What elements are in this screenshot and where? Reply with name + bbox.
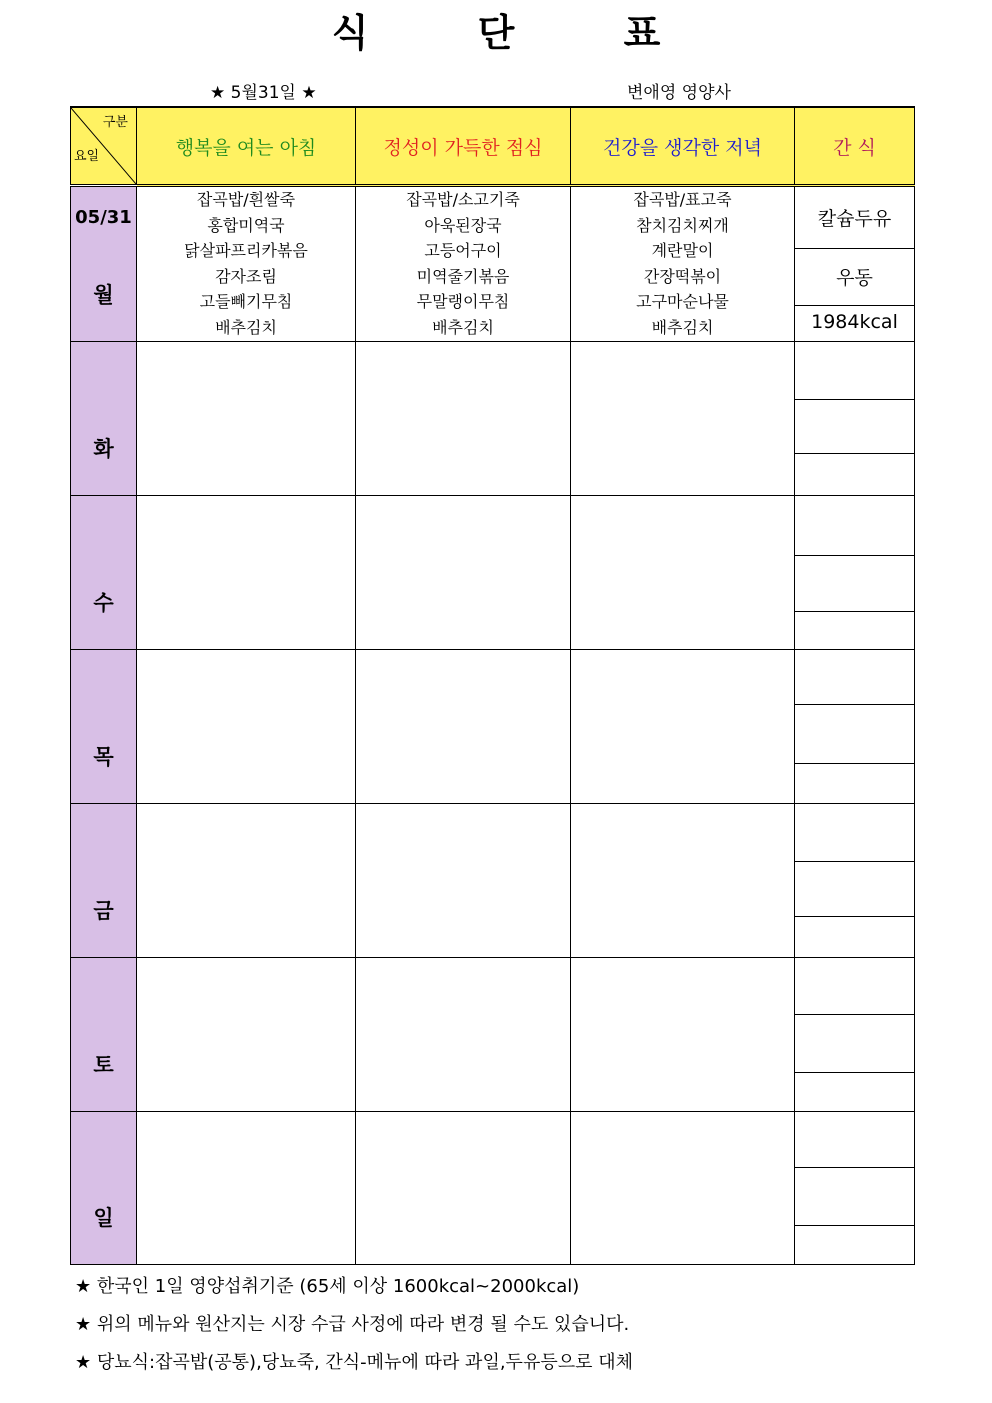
header-dinner: 건강을 생각한 저녁 bbox=[571, 107, 795, 186]
lunch-item: 고등어구이 bbox=[424, 241, 502, 261]
breakfast-item: 홍합미역국 bbox=[207, 215, 285, 235]
day-cell bbox=[71, 957, 137, 1111]
day-name: 일 bbox=[93, 1205, 114, 1230]
breakfast-item: 잡곡밥/흰쌀죽 bbox=[196, 190, 296, 209]
day-date: 05/31 bbox=[75, 207, 132, 228]
dinner-item: 잡곡밥/표고죽 bbox=[633, 190, 732, 209]
day-row bbox=[71, 957, 915, 1111]
lunch-item: 잡곡밥/소고기죽 bbox=[406, 190, 520, 209]
lunch-cell bbox=[356, 495, 571, 649]
snack-item bbox=[795, 342, 914, 400]
menu-date: ★ 5월31일 ★ bbox=[210, 83, 317, 103]
snack-cell bbox=[795, 186, 915, 342]
title-char-3: 표 bbox=[623, 11, 661, 55]
day-cell bbox=[71, 803, 137, 957]
lunch-cell bbox=[356, 1111, 571, 1264]
notes bbox=[75, 1268, 633, 1382]
lunch-item: 미역줄기볶음 bbox=[416, 266, 510, 286]
dinner-item: 배추김치 bbox=[651, 317, 714, 337]
snack-item bbox=[795, 958, 914, 1015]
note-diabetic-diet: ★ 당뇨식:잡곡밥(공통),당뇨죽, 간식-메뉴에 따라 과일,두유등으로 대체 bbox=[75, 1352, 633, 1373]
lunch-item: 아욱된장국 bbox=[424, 215, 502, 235]
lunch-cell bbox=[356, 957, 571, 1111]
day-row bbox=[71, 649, 915, 803]
day-name: 목 bbox=[93, 744, 114, 769]
day-cell bbox=[71, 186, 137, 342]
day-name: 토 bbox=[93, 1052, 114, 1077]
snack-item bbox=[795, 612, 914, 648]
snack-item bbox=[795, 400, 914, 454]
snack-item bbox=[795, 804, 914, 862]
snack-item bbox=[795, 1226, 914, 1263]
dietitian-name: 변애영 영양사 bbox=[627, 83, 731, 103]
snack-item bbox=[795, 764, 914, 802]
breakfast-cell bbox=[137, 803, 356, 957]
dinner-item: 고구마순나물 bbox=[636, 292, 729, 312]
day-row bbox=[71, 1111, 915, 1264]
breakfast-cell bbox=[137, 957, 356, 1111]
note-intake-standard: ★ 한국인 1일 영양섭취기준 (65세 이상 1600kcal~2000kcal) bbox=[75, 1276, 580, 1297]
breakfast-cell bbox=[137, 495, 356, 649]
breakfast-item: 배추김치 bbox=[215, 317, 277, 337]
day-name: 수 bbox=[93, 590, 114, 615]
snack-cell bbox=[795, 1111, 915, 1264]
day-row bbox=[71, 186, 915, 342]
corner-label-day: 요일 bbox=[74, 149, 100, 164]
lunch-cell bbox=[356, 649, 571, 803]
day-cell bbox=[71, 1111, 137, 1264]
dinner-cell bbox=[571, 495, 795, 649]
page-title bbox=[0, 2, 992, 55]
snack-item: 1984kcal bbox=[811, 311, 898, 334]
breakfast-item: 닭살파프리카볶음 bbox=[184, 241, 308, 261]
lunch-cell bbox=[356, 186, 571, 342]
dinner-cell bbox=[571, 957, 795, 1111]
snack-item bbox=[795, 917, 914, 955]
header-lunch: 정성이 가득한 점심 bbox=[356, 107, 571, 186]
snack-cell bbox=[795, 495, 915, 649]
snack-item bbox=[795, 650, 914, 705]
day-cell bbox=[71, 341, 137, 495]
snack-item: 우동 bbox=[795, 249, 914, 306]
snack-item bbox=[795, 1168, 914, 1226]
snack-item: 칼슘두유 bbox=[795, 187, 914, 249]
day-row bbox=[71, 341, 915, 495]
breakfast-cell bbox=[137, 649, 356, 803]
dinner-item: 참치김치찌개 bbox=[636, 215, 729, 235]
day-cell bbox=[71, 649, 137, 803]
day-name: 월 bbox=[93, 282, 114, 307]
dinner-item: 간장떡볶이 bbox=[643, 266, 722, 286]
snack-cell bbox=[795, 341, 915, 495]
header-row bbox=[71, 107, 915, 186]
snack-item bbox=[795, 1015, 914, 1073]
snack-item bbox=[795, 556, 914, 612]
corner-cell bbox=[71, 107, 137, 186]
dinner-cell bbox=[571, 1111, 795, 1264]
lunch-cell bbox=[356, 341, 571, 495]
breakfast-cell bbox=[137, 341, 356, 495]
lunch-cell bbox=[356, 803, 571, 957]
lunch-item: 무말랭이무침 bbox=[416, 292, 510, 312]
day-row bbox=[71, 803, 915, 957]
day-row bbox=[71, 495, 915, 649]
dinner-item: 계란말이 bbox=[651, 241, 714, 261]
breakfast-item: 감자조림 bbox=[215, 266, 277, 286]
day-name: 금 bbox=[93, 898, 114, 923]
dinner-cell bbox=[571, 186, 795, 342]
snack-cell bbox=[795, 803, 915, 957]
dinner-cell bbox=[571, 341, 795, 495]
day-cell bbox=[71, 495, 137, 649]
note-menu-change: ★ 위의 메뉴와 원산지는 시장 수급 사정에 따라 변경 될 수도 있습니다. bbox=[75, 1314, 630, 1335]
lunch-item: 배추김치 bbox=[432, 317, 494, 337]
breakfast-item: 고들빼기무침 bbox=[199, 292, 293, 312]
snack-cell bbox=[795, 649, 915, 803]
dinner-cell bbox=[571, 649, 795, 803]
breakfast-cell bbox=[137, 186, 356, 342]
title-char-1: 식 bbox=[331, 11, 369, 55]
snack-item bbox=[795, 1073, 914, 1110]
breakfast-cell bbox=[137, 1111, 356, 1264]
menu-table bbox=[70, 106, 915, 1265]
dinner-cell bbox=[571, 803, 795, 957]
header-breakfast: 행복을 여는 아침 bbox=[137, 107, 356, 186]
snack-cell bbox=[795, 957, 915, 1111]
corner-label-category: 구분 bbox=[102, 115, 128, 130]
snack-item bbox=[795, 862, 914, 917]
snack-item bbox=[795, 454, 914, 493]
title-char-2: 단 bbox=[477, 11, 515, 55]
snack-item bbox=[795, 1112, 914, 1168]
header-snack: 간 식 bbox=[795, 107, 915, 186]
snack-item bbox=[795, 496, 914, 556]
day-name: 화 bbox=[93, 436, 114, 461]
snack-item bbox=[795, 705, 914, 764]
